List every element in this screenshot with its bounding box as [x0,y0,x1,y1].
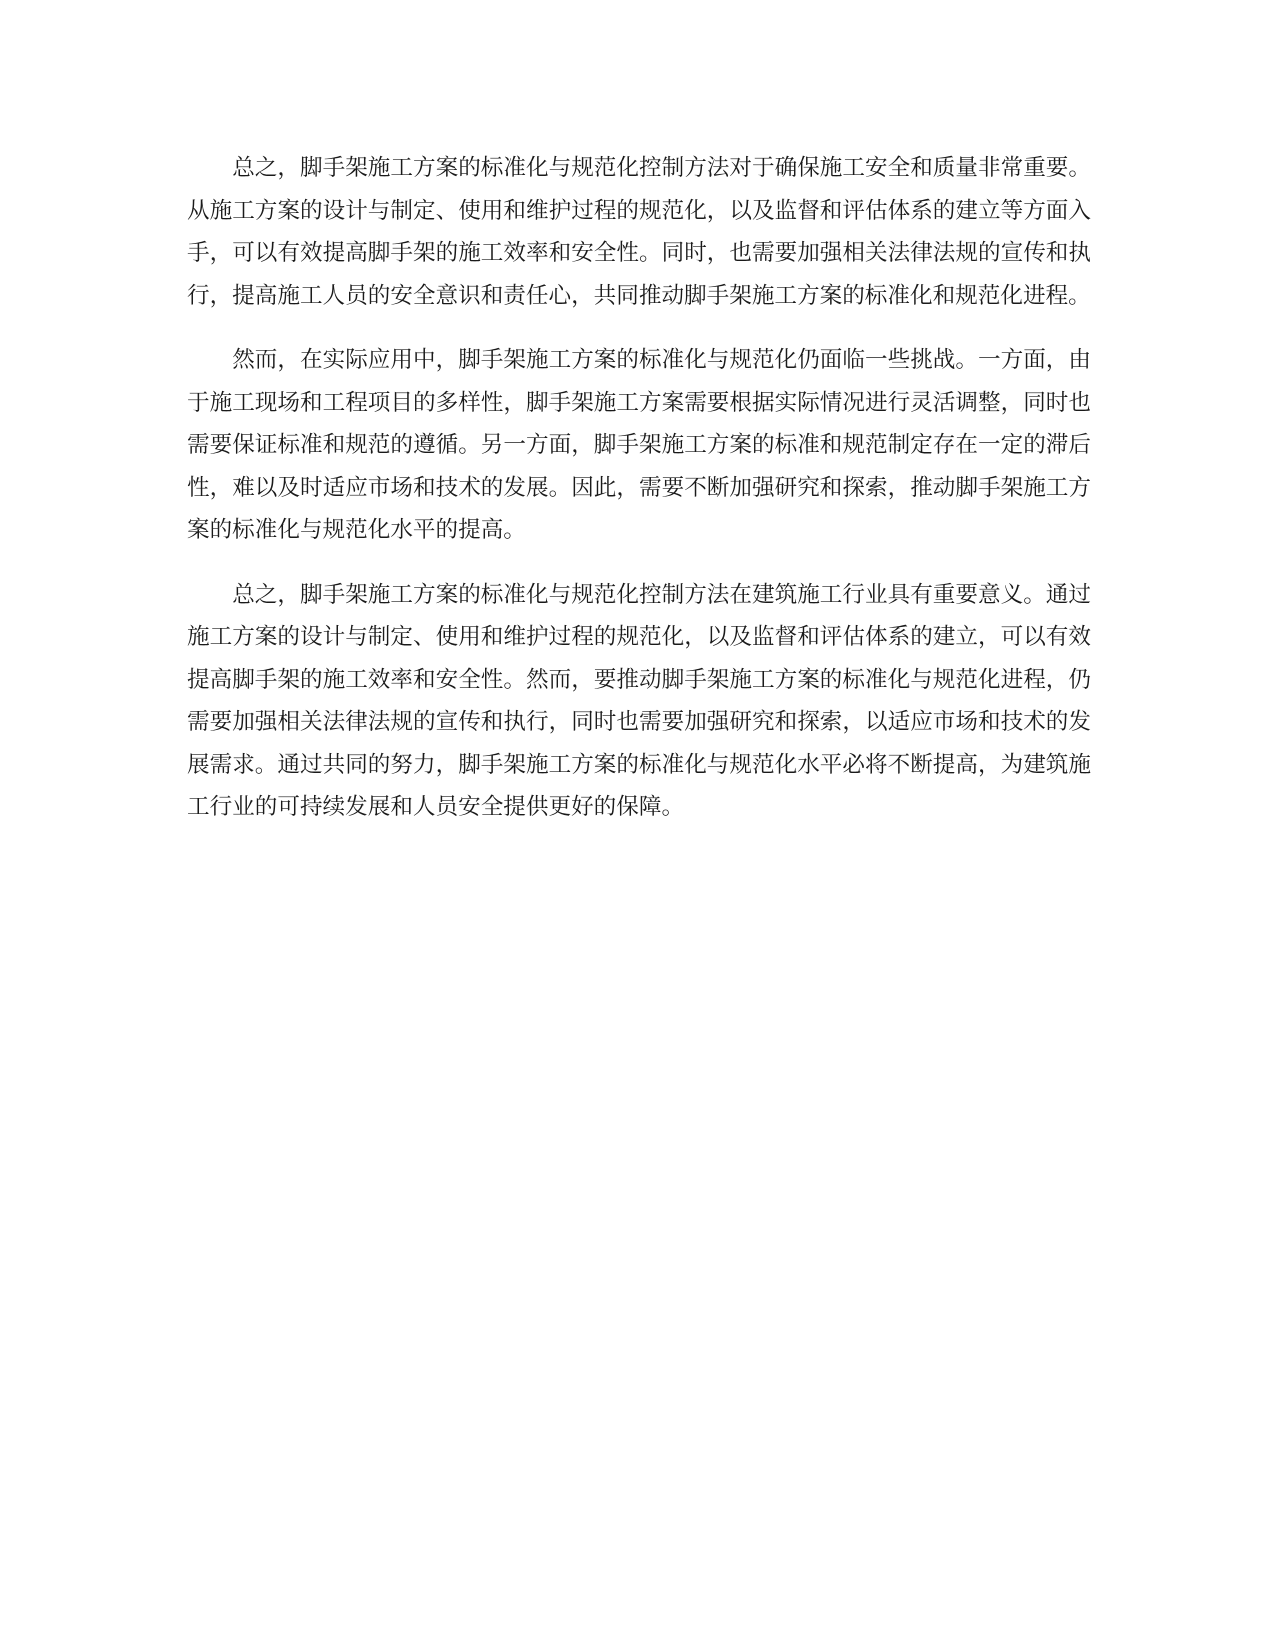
paragraph: 然而，在实际应用中，脚手架施工方案的标准化与规范化仍面临一些挑战。一方面，由于施工现场和工程项目的多样性，脚手架施工方案需要根据实际情况进行灵活调整，同时也需要保证标准和规范的遵循。另一方面，脚手架施工方案的标准和规范制定存在一定的滞后性，难以及时适应市场和技术的发展。因此，需要不断加强研究和探索，推动脚手架施工方案的标准化与规范化水平的提高。 [187,347,1091,543]
paragraph: 总之，脚手架施工方案的标准化与规范化控制方法在建筑施工行业具有重要意义。通过施工方案的设计与制定、使用和维护过程的规范化，以及监督和评估体系的建立，可以有效提高脚手架的施工效率和安全性。然而，要推动脚手架施工方案的标准化与规范化进程，仍需要加强相关法律法规的宣传和执行，同时也需要加强研究和探索，以适应市场和技术的发展需求。通过共同的努力，脚手架施工方案的标准化与规范化水平必将不断提高，为建筑施工行业的可持续发展和人员安全提供更好的保障。 [187,581,1091,820]
document-body [187,147,1091,851]
paragraph: 总之，脚手架施工方案的标准化与规范化控制方法对于确保施工安全和质量非常重要。从施工方案的设计与制定、使用和维护过程的规范化，以及监督和评估体系的建立等方面入手，可以有效提高脚手架的施工效率和安全性。同时，也需要加强相关法律法规的宣传和执行，提高施工人员的安全意识和责任心，共同推动脚手架施工方案的标准化和规范化进程。 [187,155,1091,309]
